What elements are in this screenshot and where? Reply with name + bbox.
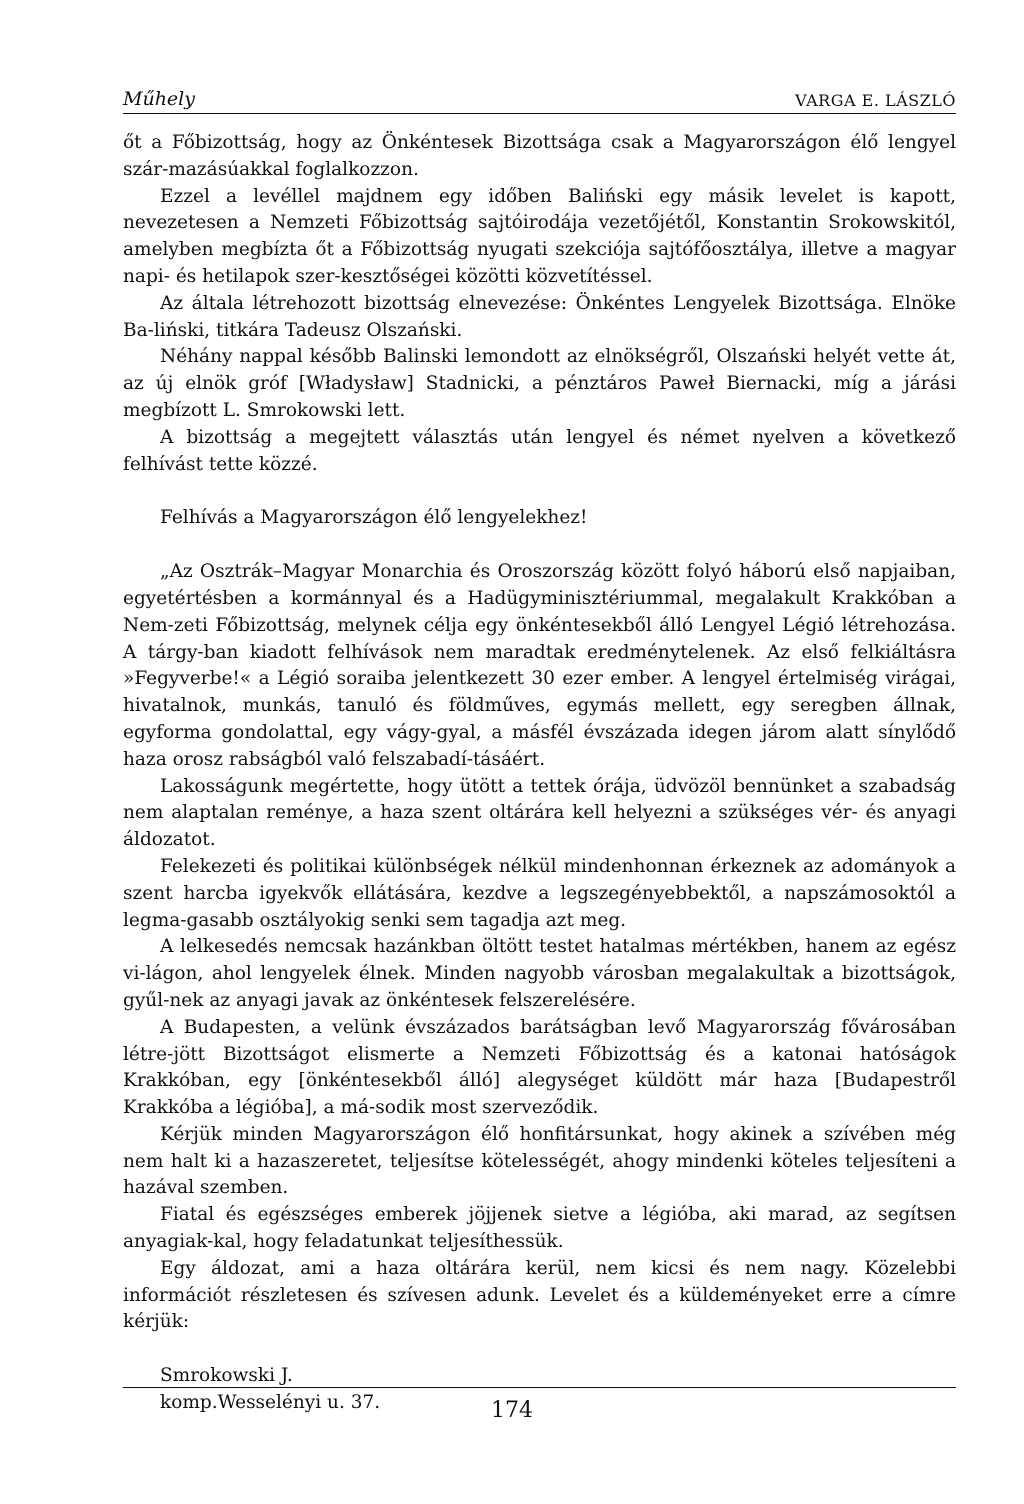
author-name: VARGA E. LÁSZLÓ — [795, 91, 956, 110]
footer-rule — [123, 1387, 956, 1388]
running-header — [123, 86, 956, 114]
paragraph: Néhány nappal később Balinski lemondott az elnökségről, Olszański helyét vette át, az új elnök gróf [Władysław] Stadnicki, a pénztáros Paweł Biernacki, míg a járási megbízott L. Smrokowski lett. — [123, 346, 956, 421]
paragraph: Felekezeti és politikai különbségek nélkül mindenhonnan érkeznek az adományok a szent harcba igyekvők ellátására, kezdve a legszegényebbektől, a napszámosoktól a legma-gasabb osztályokig senki sem tagadja azt meg. — [123, 855, 956, 931]
paragraph: A Budapesten, a velünk évszázados barátságban levő Magyarország fővárosában létre-jött Bizottságot elismerte a Nemzeti Főbizottság és a katonai hatóságok Krakkóban, egy [önkéntesekből álló] alegységet küldött már haza [Budapestről Krakkóba a légióba], a má-sodik most szerveződik. — [123, 1016, 956, 1119]
address-name: Smrokowski J. — [160, 1365, 293, 1387]
paragraph: A lelkesedés nemcsak hazánkban öltött testet hatalmas mértékben, hanem az egész vi-lágon, ahol lengyelek élnek. Minden nagyobb városban megalakultak a bizottságok, gyűl-nek az anyagi javak az önkéntesek felszerelésére. — [123, 936, 956, 1011]
paragraph: Az általa létrehozott bizottság elnevezése: Önkéntes Lengyelek Bizottsága. Elnöke Ba-liński, titkára Tadeusz Olszański. — [123, 292, 956, 341]
header-rule — [123, 113, 956, 114]
appeal-title: Felhívás a Magyarországon élő lengyelekhez! — [160, 507, 588, 529]
paragraph: Fiatal és egészséges emberek jöjjenek sietve a légióba, aki marad, az segítsen anyagiak-kal, hogy feladatunkat teljesíthessük. — [123, 1204, 956, 1253]
section-title: Műhely — [123, 88, 195, 110]
paragraph: Lakosságunk megértette, hogy ütött a tettek órája, üdvözöl bennünket a szabadság nem alaptalan reménye, a haza szent oltárára kell helyezni a szükséges vér- és anyagi áldozatot. — [123, 775, 956, 851]
paragraph: őt a Főbizottság, hogy az Önkéntesek Bizottsága csak a Magyarországon élő lengyel szár-mazásúakkal foglalkozzon. — [123, 132, 956, 180]
paragraph: A bizottság a megejtett választás után lengyel és német nyelven a következő felhívást tette közzé. — [123, 426, 956, 475]
paragraph: „Az Osztrák–Magyar Monarchia és Oroszország között folyó háború első napjaiban, egyetértésben a kormánnyal és a Hadügyminisztériummal, megalakult Krakkóban a Nem-zeti Főbizottság, melynek célja egy önkéntesekből álló Lengyel Légió létrehozása. A tárgy-ban kiadott felhívások nem maradtak eredménytelenek. Az első felkiáltásra »Fegyverbe!« a Légió soraiba jelentkezett 30 ezer ember. A lengyel értelmiség virágai, hivatalnok, munkás, tanuló és földműves, egymás mellett, egy seregben állnak, egyforma gondolattal, egy vágy-gyal, a másfél évszázada idegen járom alatt sínylődő haza orosz rabságból való felszabadí-tásáért. — [123, 561, 956, 770]
page-number: 174 — [491, 1398, 533, 1423]
paragraph: Egy áldozat, ami a haza oltárára kerül, nem kicsi és nem nagy. Közelebbi információt részletesen és szívesen adunk. Levelet és a küldeményeket erre a címre kérjük: — [123, 1257, 956, 1333]
paragraph: Ezzel a levéllel majdnem egy időben Baliński egy másik levelet is kapott, nevezetesen a Nemzeti Főbizottság sajtóirodája vezetőjétől, Konstantin Srokowskitól, amelyben megbízta őt a Főbizottság nyugati szekciója sajtófőosztálya, illetve a magyar napi- és hetilapok szer-kesztőségei közötti közvetítéssel. — [123, 185, 956, 287]
paragraph: Kérjük minden Magyarországon élő honfitársunkat, hogy akinek a szívében még nem halt ki a hazaszeretet, teljesítse kötelességét, ahogy mindenki köteles teljesíteni a hazával szemben. — [123, 1123, 956, 1199]
body-text — [123, 130, 956, 1417]
address-street: komp.Wesselényi u. 37. — [160, 1392, 381, 1414]
